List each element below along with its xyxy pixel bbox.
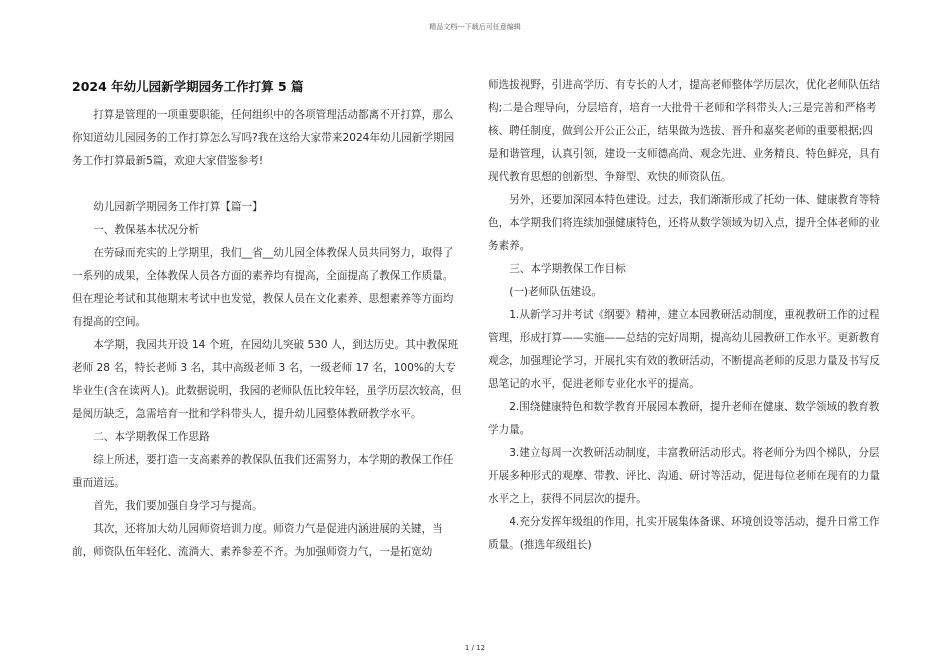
- list-item: 2.围绕健康特色和数学教育开展园本教研，提升老师在健康、数学领域的教育教学力量。: [488, 401, 880, 436]
- subheading-work-ideas: 二、本学期教保工作思路: [93, 431, 210, 443]
- paragraph: 首先，我们要加强自身学习与提高。: [93, 500, 263, 512]
- paragraph: 综上所述，要打造一支高素养的教保队伍我们还需努力，本学期的教保工作任重而道远。: [72, 454, 454, 489]
- list-item: 3.建立每周一次教研活动制度，丰富教研活动形式。将老师分为四个梯队，分层开展多种形式的观摩、带教、评比、沟通、研讨等活动，促进每位老师在现有的力量水平之上，获得不同层次的提升。: [488, 447, 880, 505]
- list-item: 4.充分发挥年级组的作用，扎实开展集体备课、环境创设等活动，提升日常工作质量。(推选年级组长): [488, 516, 880, 551]
- left-column: [72, 76, 462, 564]
- paragraph-continued: 师选拔视野，引进高学历、有专长的人才，提高老师整体学历层次，优化老师队伍结构;二是合理导向，分层培育，培育一大批骨干老师和学科带头人;三是完善和严格考核、聘任制度，做到公开公正公正，结果做为选拔、晋升和嘉奖老师的重要根据;四是和谐管理，认真引领，建设一支师德高尚、观念先进、业务精良、特色鲜亮，具有现代教育思想的创新型、争辩型、欢快的师资队伍。: [488, 79, 880, 183]
- paragraph: 在劳碌而充实的上学期里，我们__省__幼儿园全体教保人员共同努力，取得了一系列的成果，全体教保人员各方面的素养均有提高，全面提高了教保工作质量。但在理论考试和其他期末考试中也发觉，教保人员在文化素养、思想素养等方面均有提高的空间。: [72, 247, 454, 328]
- subheading-teacher-team: (一)老师队伍建设。: [509, 286, 603, 298]
- right-column: [488, 74, 882, 557]
- subheading-goals: 三、本学期教保工作目标: [509, 263, 626, 275]
- section-heading-part1: 幼儿园新学期园务工作打算【篇一】: [93, 201, 263, 213]
- header-note: 精品文档---下载后可任意编辑: [429, 23, 521, 31]
- paragraph: 其次，还将加大幼儿园师资培训力度。师资力气是促进内涵进展的关键，当前，师资队伍年轻化、流淌大、素养参差不齐。为加强师资力气，一是拓宽幼: [72, 523, 443, 558]
- list-item: 1.从新学习并考试《纲要》精神，建立本园教研活动制度，重视教研工作的过程管理，形成打算——实施——总结的完好周期，提高幼儿园教研工作水平。更新教育观念，加强理论学习，开展扎实有效的教研活动，不断提高老师的反思力量及书写反思笔记的水平，促进老师专业化水平的提高。: [488, 309, 880, 390]
- subheading-basic-status: 一、教保基本状况分析: [93, 224, 200, 236]
- intro-paragraph: 打算是管理的一项重要职能，任何组织中的各项管理活动都离不开打算，那么你知道幼儿园园务的工作打算怎么写吗?我在这给大家带来2024年幼儿园新学期园务工作打算最新5篇，欢迎大家借鉴参考!: [72, 109, 455, 167]
- paragraph: 另外，还要加深园本特色建设。过去，我们渐渐形成了托幼一体、健康教育等特色，本学期我们将连续加强健康特色，还将从数学领域为切入点，提升全体老师的业务素养。: [488, 194, 880, 252]
- document-title: 2024 年幼儿园新学期园务工作打算 5 篇: [72, 79, 304, 94]
- paragraph: 本学期，我园共开设 14 个班，在园幼儿突破 530 人，到达历史。其中教保班老师 28 名，特长老师 3 名，其中高级老师 3 名，一级老师 17 名，100%的大专毕业生(含在读两人)。此数据说明，我园的老师队伍比较年轻，虽学历层次较高，但是阅历缺乏，急需培育一批和学科带头人，提升幼儿园整体教研教学水平。: [72, 339, 462, 420]
- page-number: 1 / 12: [464, 644, 486, 652]
